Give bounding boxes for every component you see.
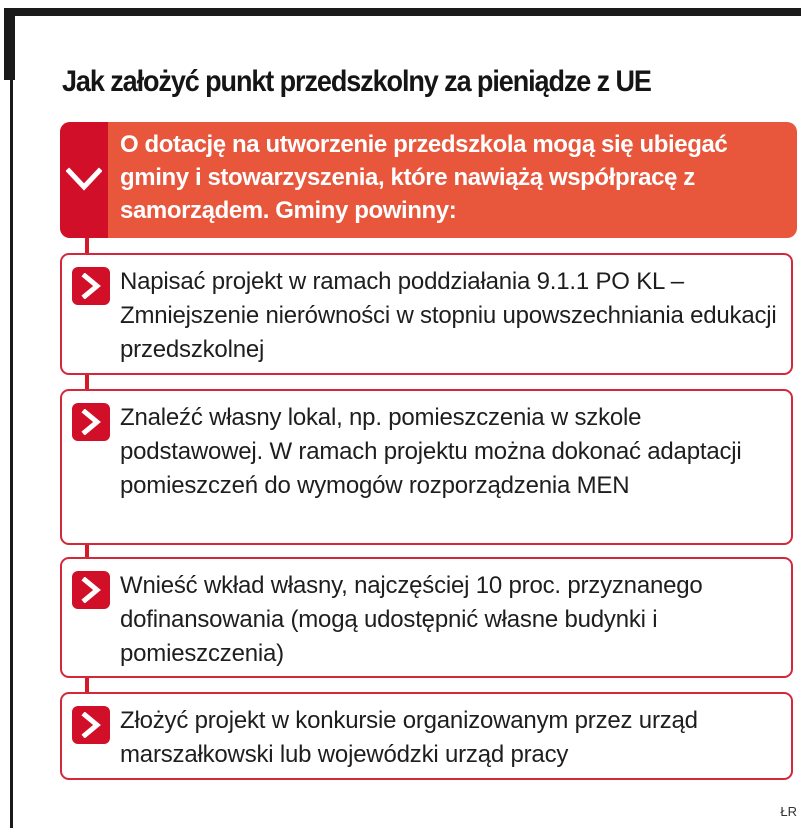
intro-text: O dotację na utworzenie przedszkola mogą się ubiegać gminy i stowarzyszenia, które nawiążą współpracę z samorządem. Gminy powinny: xyxy=(120,131,728,224)
frame-left-block xyxy=(4,8,15,80)
step-badge xyxy=(72,571,110,609)
step-text: Złożyć projekt w konkursie organizowanym przez urząd marszałkowski lub wojewódzki urząd pracy xyxy=(120,707,698,768)
step-badge xyxy=(72,267,110,305)
step-badge xyxy=(72,706,110,744)
chevron-down-icon xyxy=(66,166,102,194)
step-box-2 xyxy=(60,389,793,545)
chevron-right-icon xyxy=(79,273,103,299)
intro-header-box xyxy=(60,122,797,238)
step-box-4 xyxy=(60,692,793,780)
page-title: Jak założyć punkt przedszkolny za pieniądze z UE xyxy=(62,65,651,98)
header-tab xyxy=(60,122,108,238)
author-credit: ŁR xyxy=(780,804,797,819)
step-text: Napisać projekt w ramach poddziałania 9.1.1 PO KL – Zmniejszenie nierówności w stopniu upowszechniania edukacji przedszkolnej xyxy=(120,268,777,363)
step-text: Wnieść wkład własny, najczęściej 10 proc. przyznanego dofinansowania (mogą udostępnić własne budynki i pomieszczenia) xyxy=(120,572,703,667)
step-box-3 xyxy=(60,557,793,678)
step-text: Znaleźć własny lokal, np. pomieszczenia w szkole podstawowej. W ramach projektu można dokonać adaptacji pomieszczeń do wymogów rozporządzenia MEN xyxy=(120,404,742,499)
chevron-right-icon xyxy=(79,577,103,603)
step-badge xyxy=(72,403,110,441)
frame-left-line xyxy=(10,80,13,828)
chevron-right-icon xyxy=(79,712,103,738)
frame-top-line xyxy=(4,8,801,16)
step-box-1 xyxy=(60,253,793,375)
chevron-right-icon xyxy=(79,409,103,435)
